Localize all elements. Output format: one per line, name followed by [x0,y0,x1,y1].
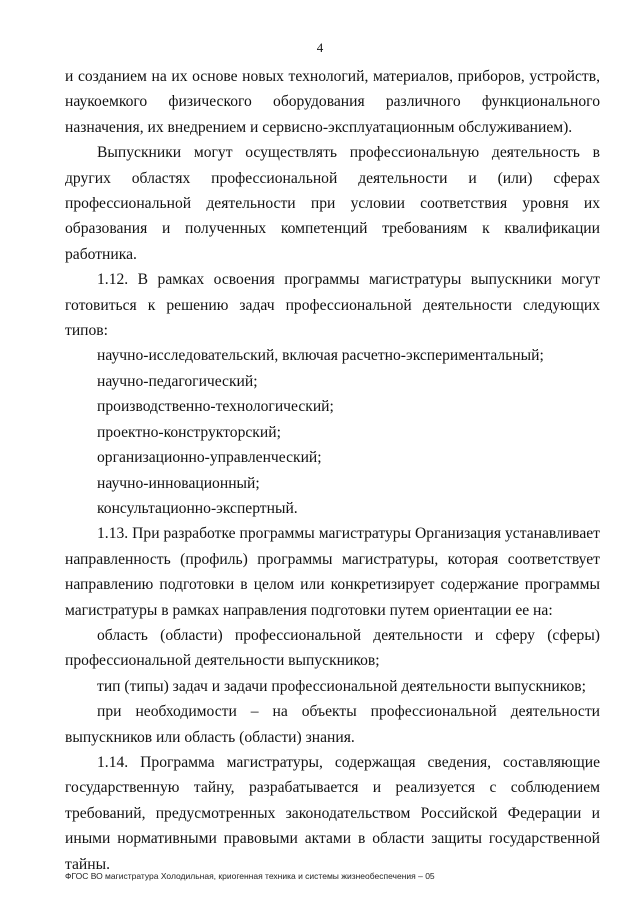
paragraph-graduates-other-fields: Выпускники могут осуществлять профессиональную деятельность в других областях профессиональной деятельности и (или) сферах профессиональной деятельности при условии соответствия уровня их образования и полученных компетенций требованиям к квалификации работника. [65,144,600,263]
list-item: проектно-конструкторский; [97,423,281,441]
paragraph-orientation-tasks: тип (типы) задач и задачи профессиональной деятельности выпускников; [97,677,586,695]
paragraph-1-13: 1.13. При разработке программы магистратуры Организация устанавливает направленность (профиль) программы магистратуры, которая соответствует направлению подготовки в целом или конкретизирует содержание программы магистратуры в рамках направления подготовки путем ориентации ее на: [65,525,600,619]
page-footer: ФГОС ВО магистратура Холодильная, криогенная техника и системы жизнеобеспечения – 05 [65,871,435,881]
list-item: научно-исследовательский, включая расчетно-экспериментальный; [97,347,544,365]
list-item: организационно-управленческий; [97,449,322,467]
list-item: производственно-технологический; [97,398,334,416]
paragraph-1-14: 1.14. Программа магистратуры, содержащая сведения, составляющие государственную тайну, разрабатывается и реализуется с соблюдением требований, предусмотренных законодательством Российской Федерации и иными нормативными правовыми актами в области защиты государственной тайны. [65,753,600,873]
list-item: научно-инновационный; [97,474,260,492]
paragraph-orientation-objects: при необходимости – на объекты профессиональной деятельности выпускников или область (области) знания. [65,703,600,746]
paragraph-orientation-area: область (области) профессиональной деятельности и сферу (сферы) профессиональной деятельности выпускников; [65,626,600,670]
task-types-list [65,343,600,521]
list-item: научно-педагогический; [97,372,258,390]
list-item: консультационно-экспертный. [97,499,298,517]
page-number: 4 [316,40,324,55]
paragraph-continuation: и созданием на их основе новых технологий, материалов, приборов, устройств, наукоемкого физического оборудования различного функционального назначения, их внедрением и сервисно-эксплуатационным обслуживанием). [65,68,600,136]
document-body [65,64,600,877]
paragraph-1-12: 1.12. В рамках освоения программы магистратуры выпускники могут готовиться к решению задач профессиональной деятельности следующих типов: [65,271,600,340]
